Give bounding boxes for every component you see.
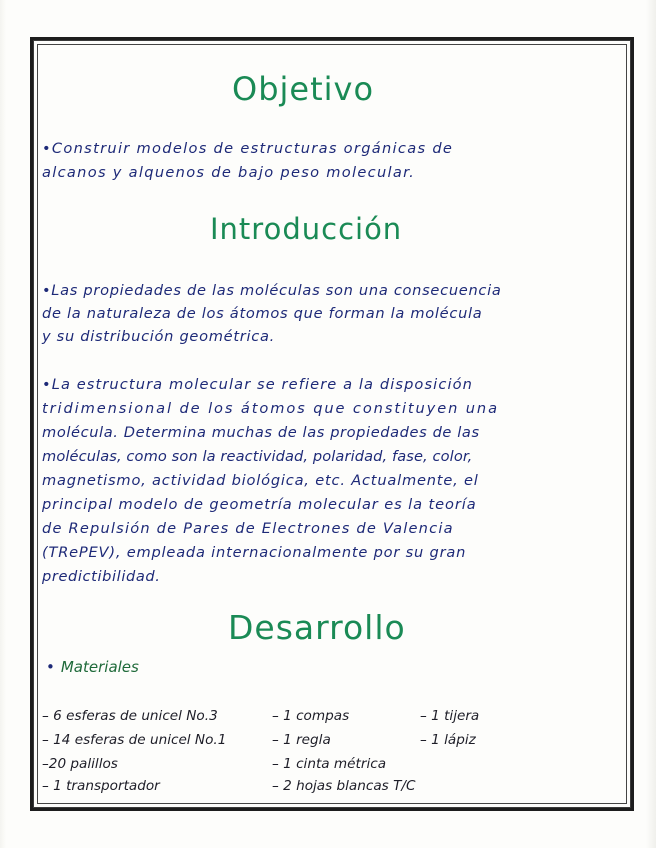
intro1-line: y su distribución geométrica. xyxy=(42,328,275,345)
materials-bullet: • xyxy=(46,658,55,676)
material-item: – 14 esferas de unicel No.1 xyxy=(42,732,227,748)
intro2-line: (TRePEV), empleada internacionalmente por su gran xyxy=(42,544,467,561)
objective-line: •Construir modelos de estructuras orgánicas de xyxy=(42,140,454,157)
materials-title xyxy=(46,658,139,676)
material-item: – 6 esferas de unicel No.3 xyxy=(42,708,218,724)
intro2-line: predictibilidad. xyxy=(42,568,161,585)
intro2-line: principal modelo de geometría molecular es la teoría xyxy=(42,496,477,513)
heading-development: Desarrollo xyxy=(228,608,406,647)
intro2-line: •La estructura molecular se refiere a la disposición xyxy=(42,376,473,393)
intro1-line: •Las propiedades de las moléculas son una consecuencia xyxy=(42,282,502,299)
material-item: – 1 tijera xyxy=(420,708,480,724)
material-item: – 2 hojas blancas T/C xyxy=(272,778,416,794)
intro2-line: magnetismo, actividad biológica, etc. Actualmente, el xyxy=(42,472,479,489)
material-item: – 1 lápiz xyxy=(420,732,476,748)
intro2-line: tridimensional de los átomos que constituyen una xyxy=(42,400,499,417)
intro2-line: molécula. Determina muchas de las propiedades de las xyxy=(42,424,480,441)
objective-line: alcanos y alquenos de bajo peso molecular. xyxy=(42,164,416,181)
material-item: –20 palillos xyxy=(42,756,118,772)
material-item: – 1 transportador xyxy=(42,778,160,794)
intro2-line: de Repulsión de Pares de Electrones de Valencia xyxy=(42,520,454,537)
heading-objective: Objetivo xyxy=(232,70,375,108)
material-item: – 1 compas xyxy=(272,708,350,724)
intro2-line: moléculas, como son la reactividad, polaridad, fase, color, xyxy=(42,448,473,465)
material-item: – 1 regla xyxy=(272,732,331,748)
heading-introduction: Introducción xyxy=(210,212,403,246)
material-item: – 1 cinta métrica xyxy=(272,756,387,772)
materials-title-label: Materiales xyxy=(60,658,139,676)
intro1-line: de la naturaleza de los átomos que forman la molécula xyxy=(42,305,483,322)
